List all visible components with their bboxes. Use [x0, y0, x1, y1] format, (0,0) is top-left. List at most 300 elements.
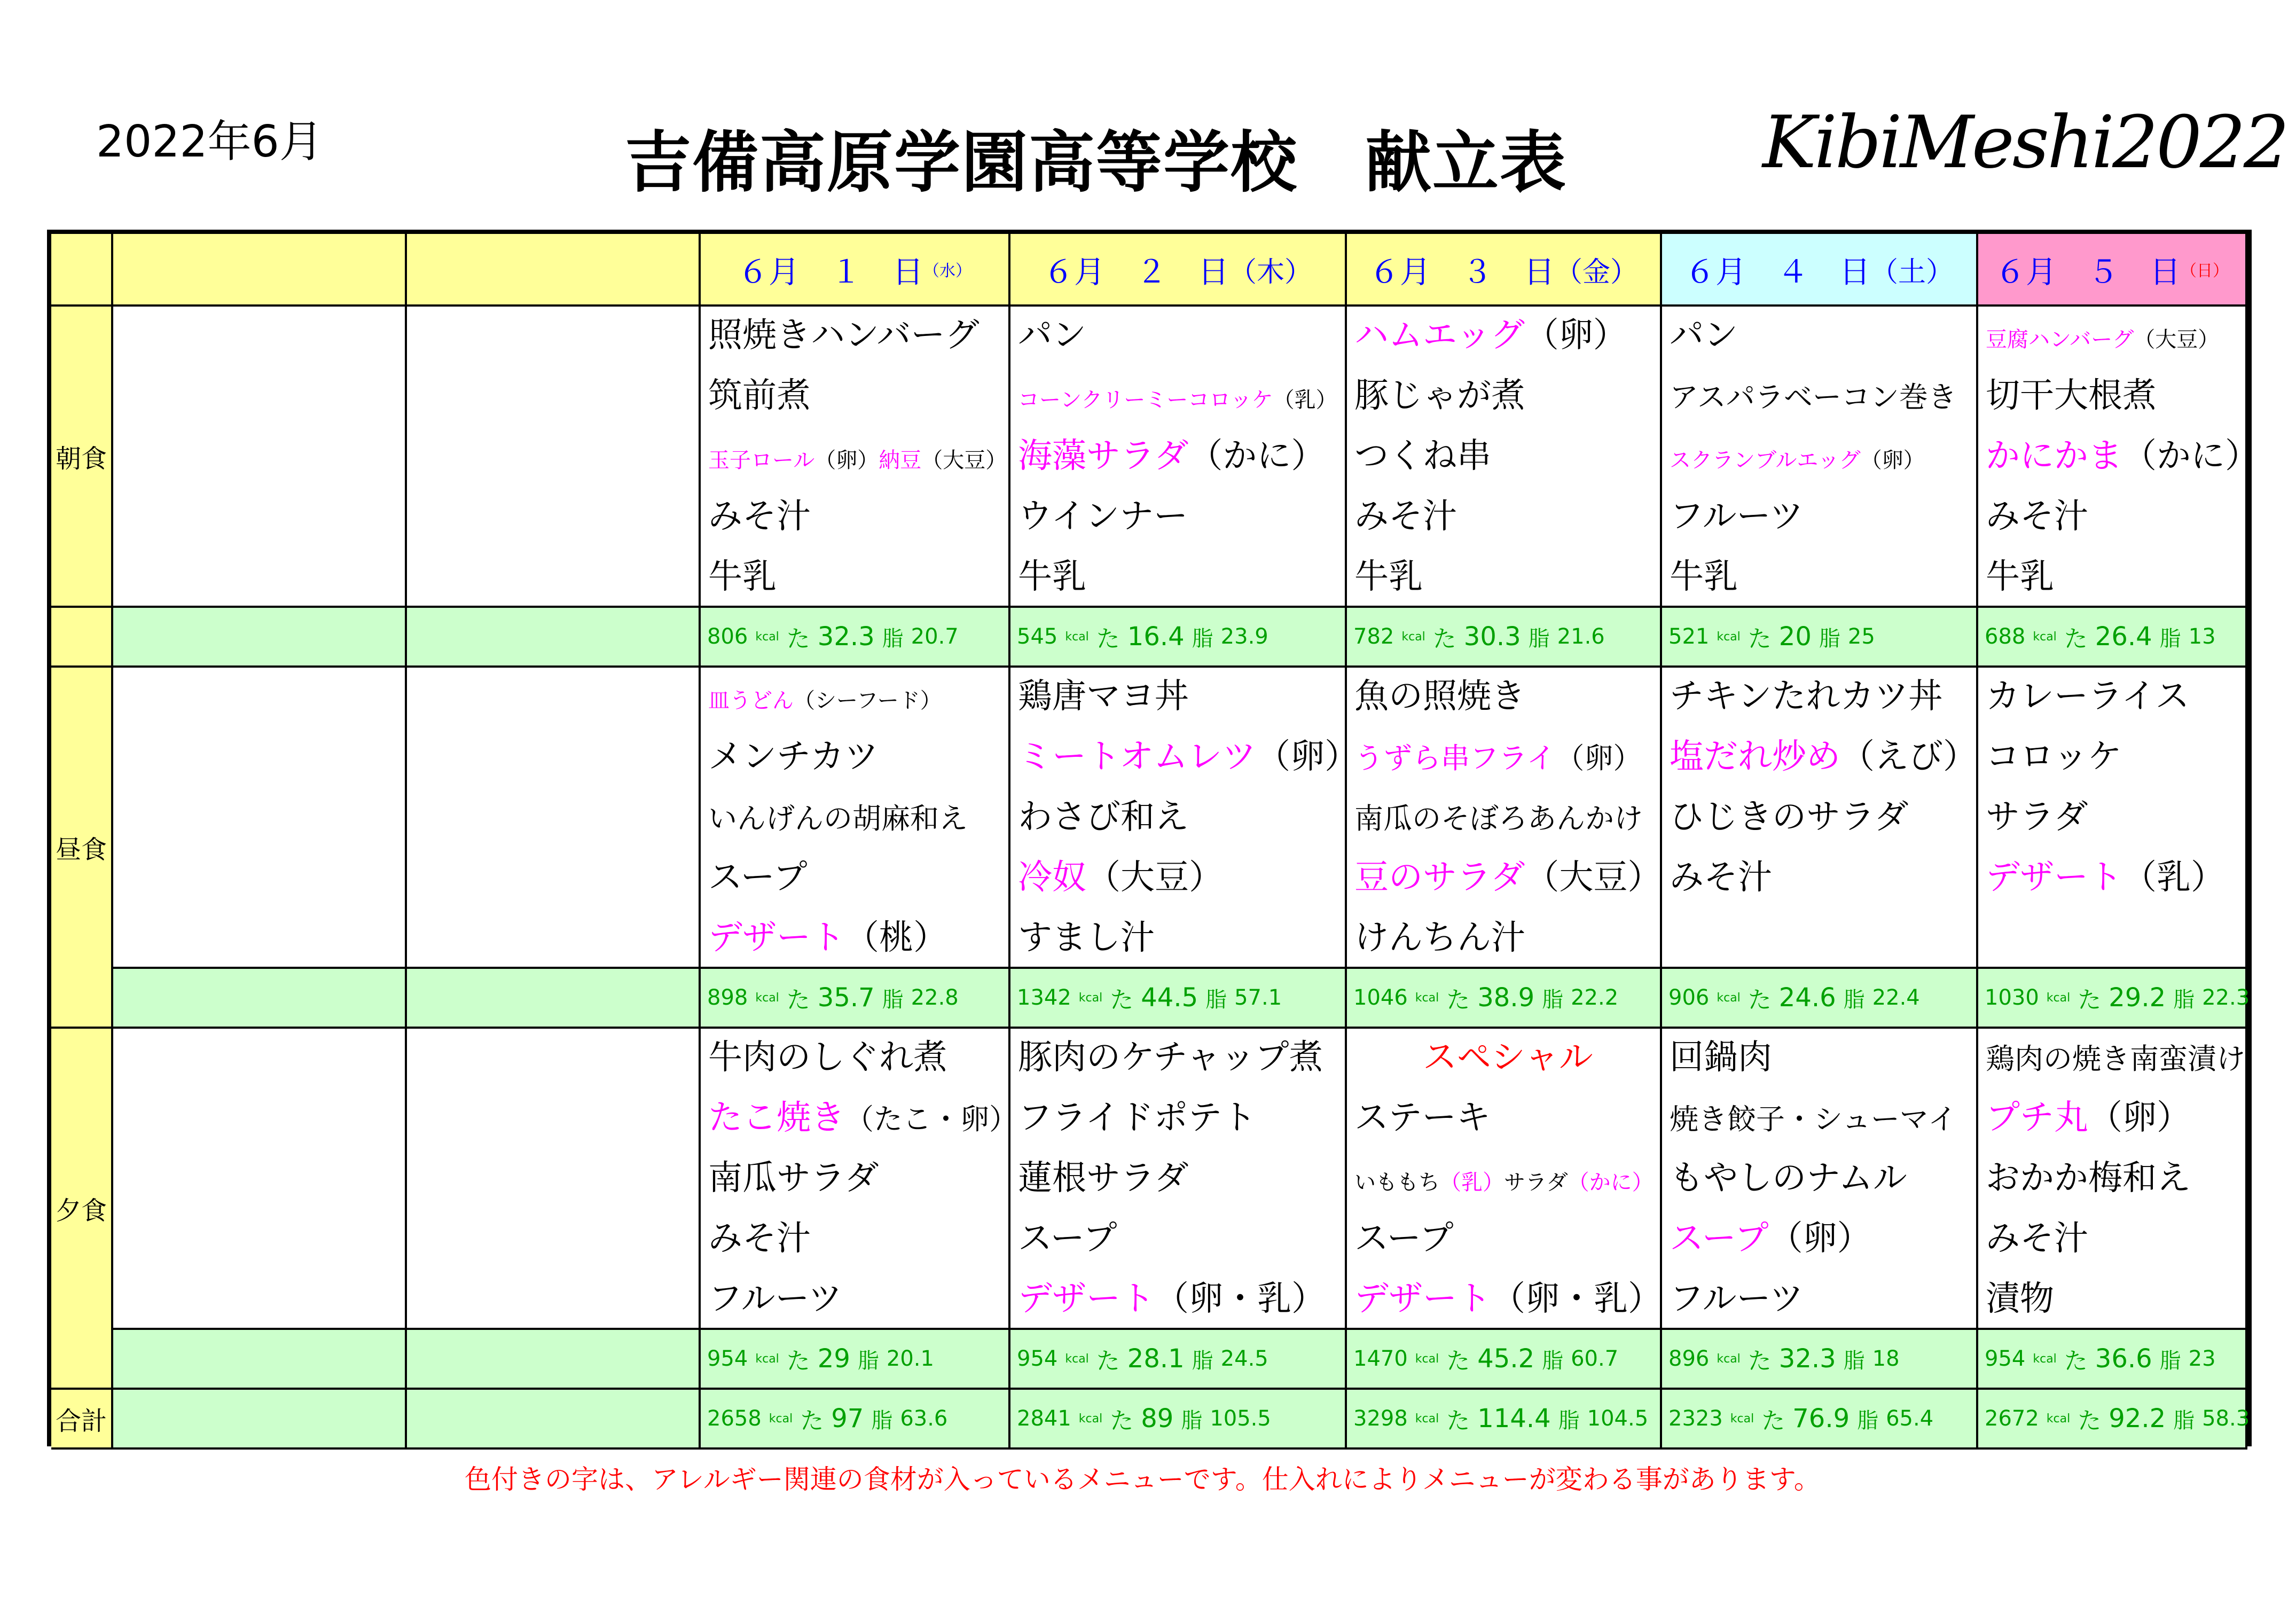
- menu-item-text: スープ: [708, 858, 808, 897]
- menu-item-text: メンチカツ: [708, 737, 879, 777]
- menu-item-text: 豆腐ハンバーグ: [1986, 327, 2134, 352]
- kcal-unit: kcal: [1415, 1352, 1439, 1366]
- protein-value: 36.6: [2095, 1344, 2152, 1374]
- kcal-unit: kcal: [2033, 630, 2057, 644]
- day-of-week: （日）: [2181, 262, 2229, 280]
- menu-item-text: 牛乳: [1670, 557, 1738, 597]
- menu-item-text: （えび）: [1840, 737, 1977, 777]
- fat-value: 22.2: [1571, 985, 1619, 1010]
- protein-label: た: [1096, 1348, 1120, 1375]
- fat-label: 脂: [2173, 987, 2195, 1012]
- kcal-value: 1342: [1017, 985, 1071, 1010]
- menu-item-text: 牛乳: [1986, 557, 2054, 597]
- protein-label: た: [2078, 1407, 2102, 1435]
- menu-item-text: 蓮根サラダ: [1018, 1158, 1189, 1198]
- kcal-unit: kcal: [2046, 1412, 2071, 1426]
- menu-item: [708, 800, 968, 836]
- day-header: [1347, 234, 1662, 307]
- menu-cell: [1662, 1029, 1978, 1330]
- menu-item-text: （乳）: [1273, 388, 1337, 412]
- fat-label: 脂: [2159, 626, 2181, 651]
- menu-item: [1670, 737, 1977, 777]
- menu-item: [708, 376, 811, 416]
- kcal-value: 2658: [707, 1406, 762, 1431]
- menu-item-text: つくね串: [1354, 436, 1491, 476]
- menu-item: [1354, 318, 1627, 353]
- menu-item-text: （卵）: [1768, 1219, 1871, 1258]
- menu-item-text: （桃）: [845, 918, 947, 958]
- menu-item-text: （大豆）: [921, 448, 1007, 473]
- protein-value: 28.1: [1127, 1344, 1185, 1374]
- total-nutrition-cell: [1010, 1390, 1347, 1450]
- fat-value: 22.3: [2202, 985, 2250, 1010]
- menu-item: [1354, 800, 1643, 836]
- menu-item-text: 魚の照焼き: [1354, 677, 1525, 716]
- kcal-unit: kcal: [1065, 630, 1089, 644]
- kcal-unit: kcal: [1078, 991, 1103, 1005]
- kcal-unit: kcal: [2046, 991, 2071, 1005]
- menu-item-text: 塩だれ炒め: [1670, 737, 1840, 777]
- menu-item-text: 切干大根煮: [1986, 376, 2157, 416]
- menu-item-text: ウインナー: [1018, 497, 1188, 536]
- menu-cell: [701, 668, 1010, 969]
- menu-item-text: いももち: [1354, 1170, 1440, 1195]
- menu-item-text: （かに）: [1188, 436, 1326, 476]
- menu-item-text: いんげんの胡麻和え: [708, 802, 968, 835]
- menu-item-text: 南瓜サラダ: [708, 1158, 879, 1198]
- menu-cell: [1662, 307, 1978, 608]
- protein-value: 26.4: [2095, 622, 2152, 652]
- menu-item-text: デザート: [1986, 858, 2122, 897]
- kcal-unit: kcal: [755, 1352, 779, 1366]
- menu-item-text: もやしのナムル: [1670, 1158, 1907, 1198]
- protein-value: 32.3: [817, 622, 875, 652]
- menu-item: [1018, 1098, 1257, 1138]
- kcal-unit: kcal: [2033, 1352, 2057, 1366]
- fat-value: 13: [2188, 624, 2216, 649]
- menu-item: [708, 679, 942, 718]
- nutrition-cell: [1347, 1330, 1662, 1390]
- menu-item: [1354, 679, 1525, 714]
- kcal-unit: kcal: [1401, 630, 1425, 644]
- nutrition-cell: [1010, 608, 1347, 668]
- menu-item: [1354, 918, 1525, 958]
- menu-item-text: （大豆）: [1086, 858, 1223, 897]
- blank-cell: [407, 307, 701, 608]
- protein-value: 20: [1778, 622, 1812, 652]
- menu-item-text: 海藻サラダ: [1018, 436, 1189, 476]
- menu-cell: [701, 307, 1010, 608]
- fat-label: 脂: [2173, 1408, 2195, 1433]
- menu-item-text: サラダ: [1504, 1170, 1568, 1195]
- menu-item: [1018, 379, 1337, 417]
- menu-cell: [1978, 1029, 2247, 1330]
- blank-cell: [113, 307, 407, 608]
- kcal-value: 906: [1668, 985, 1710, 1010]
- menu-item-text: 南瓜のそぼろあんかけ: [1354, 802, 1643, 835]
- menu-item-text: スペシャル: [1354, 1038, 1593, 1077]
- fat-value: 23: [2188, 1346, 2216, 1371]
- menu-item-text: （かに）: [1568, 1170, 1654, 1195]
- blank-cell: [113, 1029, 407, 1330]
- menu-item-text: アスパラベーコン巻き: [1670, 380, 1957, 414]
- total-nutrition-cell: [1978, 1390, 2250, 1450]
- fat-label: 脂: [1843, 1348, 1865, 1373]
- menu-item-text: （卵）: [1524, 316, 1627, 355]
- menu-item-text: 焼き餃子・シューマイ: [1670, 1102, 1957, 1136]
- fat-value: 105.5: [1210, 1406, 1271, 1431]
- menu-item-text: わさび和え: [1018, 797, 1189, 837]
- menu-item: [1018, 499, 1188, 534]
- menu-item: [1670, 679, 1942, 714]
- nutrition-cell: [1662, 969, 1978, 1029]
- menu-item-text: みそ汁: [1670, 858, 1772, 897]
- kcal-unit: kcal: [755, 991, 779, 1005]
- menu-item-text: 豆のサラダ: [1354, 858, 1525, 897]
- menu-item: [1354, 1098, 1491, 1138]
- menu-item: [1670, 379, 1957, 414]
- protein-value: 92.2: [2109, 1404, 2166, 1434]
- meal-name: 朝食: [55, 443, 107, 474]
- menu-item: [1670, 1221, 1871, 1256]
- menu-item-text: （卵）: [1555, 741, 1642, 775]
- menu-item-text: （卵）: [1256, 737, 1359, 777]
- nutrition-blank: [407, 608, 701, 668]
- kcal-unit: kcal: [1730, 1412, 1754, 1426]
- fat-label: 脂: [1192, 1348, 1213, 1373]
- menu-item: [1670, 1040, 1772, 1075]
- menu-item: [1670, 318, 1738, 353]
- fat-value: 18: [1872, 1346, 1900, 1371]
- menu-item: [1986, 797, 2088, 837]
- protein-label: た: [1761, 1407, 1785, 1435]
- fat-value: 65.4: [1886, 1406, 1934, 1431]
- protein-label: た: [800, 1407, 824, 1435]
- kcal-unit: kcal: [1415, 991, 1439, 1005]
- menu-item-text: 冷奴: [1018, 858, 1086, 897]
- protein-value: 44.5: [1141, 983, 1198, 1013]
- meal-label: [51, 1029, 113, 1390]
- protein-label: た: [1748, 1348, 1772, 1375]
- fat-value: 22.8: [911, 985, 959, 1010]
- header-blank: [113, 234, 407, 307]
- total-name: 合計: [55, 1406, 107, 1436]
- kcal-unit: kcal: [1717, 630, 1741, 644]
- menu-item-text: みそ汁: [1986, 1219, 2088, 1258]
- nutrition-cell: [1978, 969, 2250, 1029]
- menu-item-text: チキンたれカツ丼: [1670, 677, 1943, 716]
- menu-item-text: パン: [1018, 316, 1086, 355]
- menu-item-text: デザート: [1354, 1279, 1491, 1319]
- kcal-value: 896: [1668, 1346, 1710, 1371]
- nutrition-cell: [1662, 608, 1978, 668]
- fat-label: 脂: [1819, 626, 1840, 651]
- menu-item-text: パン: [1670, 316, 1738, 355]
- nutrition-blank: [113, 1330, 407, 1390]
- day-of-week: （金）: [1555, 256, 1639, 288]
- menu-item: [1986, 557, 2054, 597]
- menu-item-text: 照焼きハンバーグ: [708, 316, 979, 355]
- menu-item-text: おかか梅和え: [1986, 1158, 2191, 1198]
- menu-item-text: みそ汁: [708, 497, 811, 536]
- menu-item-text: スープ: [1670, 1219, 1769, 1258]
- total-nutrition-cell: [1662, 1390, 1978, 1450]
- nutrition-blank: [407, 1390, 701, 1450]
- fat-label: 脂: [1542, 1348, 1564, 1373]
- nutrition-cell: [1010, 969, 1347, 1029]
- protein-value: 30.3: [1463, 622, 1521, 652]
- menu-cell: [1010, 1029, 1347, 1330]
- day-date: ６月 ３ 日: [1368, 254, 1555, 290]
- nutrition-cell: [1978, 608, 2247, 668]
- menu-item: [1986, 1221, 2088, 1256]
- menu-item-text: （シーフード）: [794, 688, 942, 713]
- fat-value: 57.1: [1234, 985, 1282, 1010]
- menu-item-text: （卵）: [1860, 448, 1925, 473]
- menu-item-text: ひじきのサラダ: [1670, 797, 1909, 837]
- menu-cell: [1978, 668, 2247, 969]
- fat-label: 脂: [1857, 1408, 1879, 1433]
- menu-cell: [1347, 1029, 1662, 1330]
- menu-item: [1018, 679, 1189, 714]
- protein-label: た: [2064, 1348, 2088, 1375]
- kcal-value: 1470: [1353, 1346, 1408, 1371]
- menu-item: [1986, 1098, 2191, 1138]
- kcal-unit: kcal: [1078, 1412, 1103, 1426]
- menu-item: [708, 860, 808, 895]
- menu-item: [1986, 737, 2122, 777]
- menu-item-text: ステーキ: [1354, 1098, 1491, 1138]
- menu-item: [1986, 436, 2259, 476]
- fat-label: 脂: [1181, 1408, 1203, 1433]
- protein-value: 45.2: [1477, 1344, 1535, 1374]
- menu-item: [708, 1279, 842, 1319]
- menu-item-text: （乳）: [2122, 858, 2225, 897]
- kcal-value: 2841: [1017, 1406, 1071, 1431]
- protein-label: た: [786, 1348, 810, 1375]
- menu-item-text: スープ: [1018, 1219, 1117, 1258]
- menu-cell: [1347, 668, 1662, 969]
- fat-label: 脂: [857, 1348, 879, 1373]
- menu-item-text: スクランブルエッグ: [1670, 448, 1861, 473]
- menu-item-text: プチ丸: [1986, 1098, 2088, 1138]
- day-date: ６月 １ 日: [737, 254, 923, 290]
- nutrition-cell: [1662, 1330, 1978, 1390]
- menu-item-text: フルーツ: [1670, 1279, 1804, 1319]
- menu-item-text: （かに）: [2122, 436, 2259, 476]
- kcal-unit: kcal: [1717, 1352, 1741, 1366]
- menu-item-text: 豚肉のケチャップ煮: [1018, 1038, 1323, 1077]
- protein-label: た: [1446, 1407, 1470, 1435]
- nutrition-blank: [113, 969, 407, 1029]
- kcal-value: 521: [1668, 624, 1710, 649]
- menu-item-text: 鶏肉の焼き南蛮漬け: [1986, 1042, 2245, 1076]
- menu-item-text: 牛乳: [708, 557, 777, 597]
- menu-cell: [1010, 668, 1359, 969]
- menu-cell: [1347, 307, 1662, 608]
- fat-label: 脂: [882, 987, 904, 1012]
- protein-value: 32.3: [1778, 1344, 1836, 1374]
- nutrition-cell: [701, 608, 1010, 668]
- menu-item-text: （大豆）: [1525, 858, 1662, 897]
- day-date: ６月 ５ 日: [1994, 254, 2181, 290]
- menu-item: [708, 439, 1007, 477]
- meal-label: [51, 668, 113, 1029]
- menu-item: [1986, 860, 2225, 895]
- menu-cell: [1010, 307, 1347, 608]
- kcal-value: 954: [1017, 1346, 1058, 1371]
- nutrition-cell: [1978, 1330, 2247, 1390]
- kcal-value: 782: [1353, 624, 1394, 649]
- menu-item-text: （卵）: [2088, 1098, 2191, 1138]
- fat-label: 脂: [1558, 1408, 1580, 1433]
- protein-label: た: [786, 986, 810, 1014]
- menu-item-text: （大豆）: [2134, 327, 2220, 352]
- protein-label: た: [2078, 986, 2102, 1014]
- menu-item-text: かにかま: [1986, 436, 2122, 476]
- menu-item: [1670, 1101, 1957, 1137]
- kcal-value: 1046: [1353, 985, 1408, 1010]
- menu-item-text: けんちん汁: [1354, 918, 1525, 958]
- menu-item-text: デザート: [708, 918, 845, 958]
- protein-label: た: [1432, 625, 1456, 653]
- header-blank: [407, 234, 701, 307]
- total-nutrition-cell: [701, 1390, 1010, 1450]
- menu-item-text: 回鍋肉: [1670, 1038, 1772, 1077]
- blank-cell: [113, 668, 407, 969]
- menu-item-text: みそ汁: [1354, 497, 1457, 536]
- day-header: [1662, 234, 1978, 307]
- day-date: ６月 ２ 日: [1043, 254, 1229, 290]
- menu-item-text: 牛肉のしぐれ煮: [708, 1038, 947, 1077]
- kcal-value: 954: [1985, 1346, 2026, 1371]
- fat-label: 脂: [871, 1408, 893, 1433]
- menu-cell: [1662, 668, 1978, 969]
- kcal-value: 2323: [1668, 1406, 1723, 1431]
- nutrition-blank: [113, 608, 407, 668]
- menu-item-text: フルーツ: [708, 1279, 842, 1319]
- menu-item: [1670, 860, 1772, 895]
- kcal-unit: kcal: [1065, 1352, 1089, 1366]
- fat-value: 23.9: [1220, 624, 1268, 649]
- menu-item: [1986, 679, 2189, 714]
- kcal-value: 898: [707, 985, 748, 1010]
- menu-item: [1354, 376, 1525, 416]
- menu-item-text: スープ: [1354, 1219, 1454, 1258]
- menu-item: [1354, 1161, 1654, 1200]
- day-of-week: （木）: [1229, 256, 1313, 288]
- menu-item-text: サラダ: [1986, 797, 2088, 837]
- fat-label: 脂: [1843, 987, 1865, 1012]
- protein-value: 29: [817, 1344, 850, 1374]
- menu-item-text: みそ汁: [1986, 497, 2088, 536]
- menu-item: [1354, 436, 1491, 476]
- protein-value: 35.7: [817, 983, 875, 1013]
- nutrition-cell: [701, 1330, 1010, 1390]
- protein-label: た: [786, 625, 810, 653]
- nutrition-cell: [1010, 1330, 1347, 1390]
- nutrition-cell: [1347, 608, 1662, 668]
- menu-item: [1354, 860, 1662, 895]
- menu-item: [1986, 1040, 2245, 1076]
- protein-value: 38.9: [1477, 983, 1535, 1013]
- fat-value: 25: [1847, 624, 1875, 649]
- menu-item: [1670, 1279, 1804, 1319]
- brand-logo: KibiMeshi2022: [1762, 100, 2287, 184]
- protein-label: た: [1446, 986, 1470, 1014]
- menu-item-text: 牛乳: [1354, 557, 1423, 597]
- menu-item-text: （卵・乳）: [1155, 1279, 1326, 1319]
- menu-item: [1670, 499, 1804, 534]
- day-header: [1010, 234, 1347, 307]
- total-label: [51, 1390, 113, 1450]
- fat-value: 60.7: [1571, 1346, 1619, 1371]
- menu-item-text: コーンクリーミーコロッケ: [1018, 388, 1273, 412]
- menu-item: [1670, 439, 1925, 477]
- menu-item-text: カレーライス: [1986, 677, 2190, 716]
- fat-value: 22.4: [1872, 985, 1920, 1010]
- kcal-value: 1030: [1985, 985, 2039, 1010]
- total-nutrition-cell: [1347, 1390, 1662, 1450]
- menu-item: [1986, 1279, 2054, 1319]
- kcal-unit: kcal: [769, 1412, 793, 1426]
- protein-label: た: [2064, 625, 2088, 653]
- menu-item: [1354, 557, 1423, 597]
- menu-item: [708, 918, 947, 958]
- meal-label-sub: [51, 608, 113, 668]
- kcal-value: 545: [1017, 624, 1058, 649]
- kcal-unit: kcal: [755, 630, 779, 644]
- protein-value: 114.4: [1477, 1404, 1551, 1434]
- nutrition-cell: [701, 969, 1010, 1029]
- protein-value: 16.4: [1127, 622, 1185, 652]
- menu-item-text: 豚じゃが煮: [1354, 376, 1525, 416]
- menu-item: [1018, 1221, 1117, 1256]
- nutrition-blank: [407, 969, 701, 1029]
- fat-value: 20.1: [886, 1346, 934, 1371]
- kcal-value: 2672: [1985, 1406, 2039, 1431]
- menu-item: [708, 1221, 811, 1256]
- meal-name: 夕食: [55, 1195, 107, 1226]
- protein-value: 97: [831, 1404, 864, 1434]
- protein-label: た: [1110, 986, 1134, 1014]
- day-date: ６月 ４ 日: [1684, 254, 1870, 290]
- blank-cell: [407, 668, 701, 969]
- kcal-value: 806: [707, 624, 748, 649]
- nutrition-cell: [1347, 969, 1662, 1029]
- fat-value: 20.7: [911, 624, 959, 649]
- menu-item: [1018, 1279, 1326, 1319]
- protein-value: 29.2: [2109, 983, 2166, 1013]
- allergy-note: 色付きの字は、アレルギー関連の食材が入っているメニューです。仕入れによりメニューが変わる事があります。: [465, 1464, 1821, 1495]
- kcal-value: 954: [707, 1346, 748, 1371]
- protein-value: 76.9: [1792, 1404, 1850, 1434]
- fat-value: 63.6: [900, 1406, 948, 1431]
- menu-item: [1018, 918, 1155, 958]
- menu-item-text: すまし汁: [1018, 918, 1155, 958]
- menu-item: [1354, 740, 1642, 776]
- meal-name: 昼食: [55, 834, 107, 865]
- fat-value: 24.5: [1220, 1346, 1268, 1371]
- menu-item: [1018, 737, 1359, 777]
- menu-item-text: 漬物: [1986, 1279, 2054, 1319]
- menu-item: [1018, 860, 1223, 895]
- menu-item-text: ハムエッグ: [1354, 316, 1525, 355]
- fat-label: 脂: [2159, 1348, 2181, 1373]
- protein-label: た: [1748, 625, 1772, 653]
- menu-item-text: ミートオムレツ: [1018, 737, 1257, 777]
- menu-item: [1018, 436, 1326, 476]
